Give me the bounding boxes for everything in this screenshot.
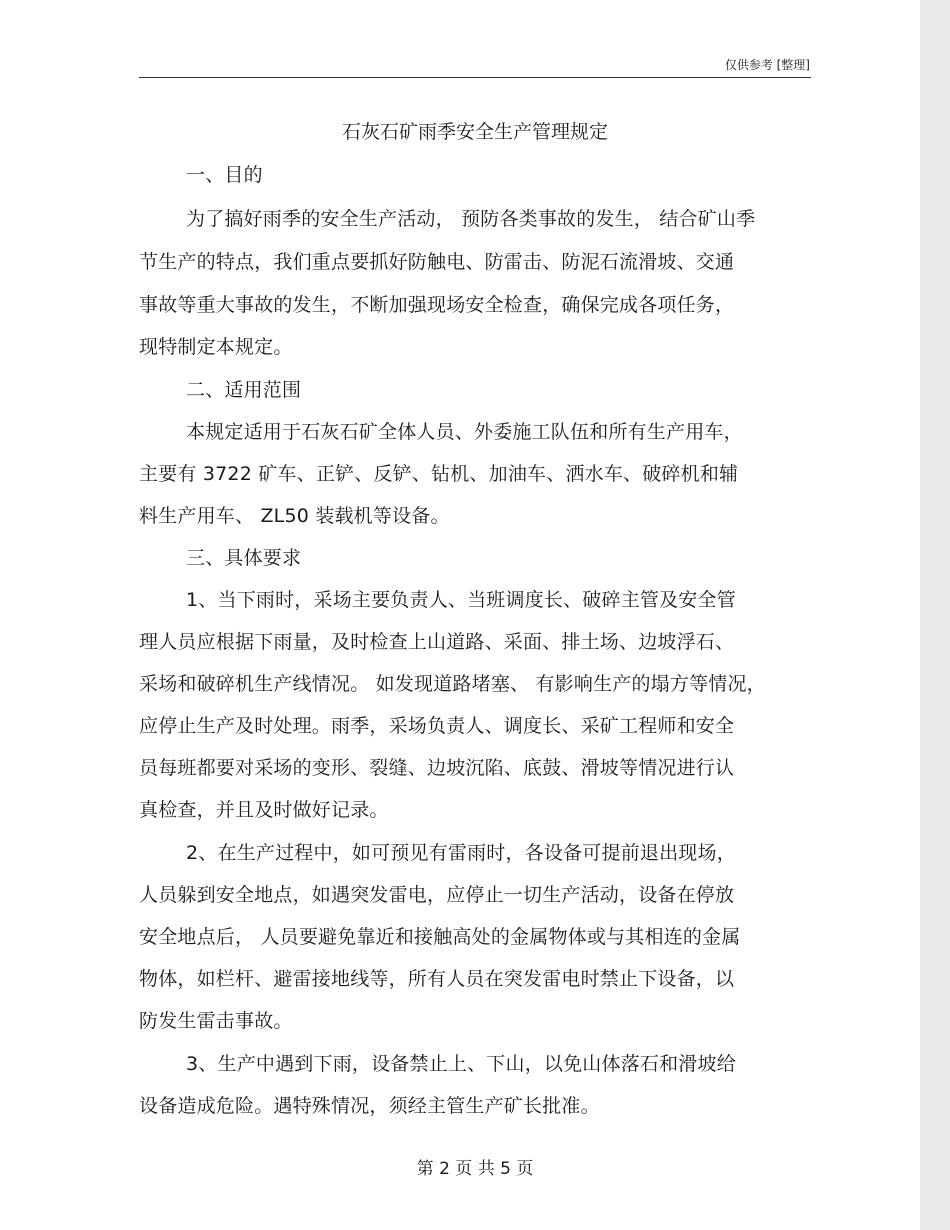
paragraph-line: 现特制定本规定。 bbox=[139, 336, 293, 358]
paragraph-line: 料生产用车、 ZL50 装载机等设备。 bbox=[139, 505, 450, 527]
paragraph-line: 真检查，并且及时做好记录。 bbox=[139, 799, 389, 821]
paragraph-line: 为了搞好雨季的安全生产活动， 预防各类事故的发生， 结合矿山季 bbox=[186, 208, 756, 230]
paragraph-line: 应停止生产及时处理。雨季，采场负责人、调度长、采矿工程师和安全 bbox=[139, 715, 735, 737]
paragraph-line: 1、当下雨时，采场主要负责人、当班调度长、破碎主管及安全管 bbox=[186, 589, 736, 611]
section-heading-purpose: 一、目的 bbox=[186, 164, 263, 186]
paragraph-line: 节生产的特点，我们重点要抓好防触电、防雷击、防泥石流滑坡、交通 bbox=[139, 251, 735, 273]
paragraph-line: 事故等重大事故的发生，不断加强现场安全检查，确保完成各项任务， bbox=[139, 294, 735, 316]
document-title: 石灰石矿雨季安全生产管理规定 bbox=[341, 121, 608, 143]
paragraph-line: 设备造成危险。遇特殊情况，须经主管生产矿长批准。 bbox=[139, 1095, 600, 1117]
paragraph-line: 安全地点后， 人员要避免靠近和接触高处的金属物体或与其相连的金属 bbox=[139, 926, 741, 948]
paragraph-line: 员每班都要对采场的变形、裂缝、边坡沉陷、底鼓、滑坡等情况进行认 bbox=[139, 757, 735, 779]
paragraph-line: 防发生雷击事故。 bbox=[139, 1010, 293, 1032]
paragraph-line: 主要有 3722 矿车、正铲、反铲、钻机、加油车、洒水车、破碎机和辅 bbox=[139, 463, 739, 485]
page-number: 第 2 页 共 5 页 bbox=[416, 1159, 534, 1179]
paragraph-line: 本规定适用于石灰石矿全体人员、外委施工队伍和所有生产用车， bbox=[186, 421, 743, 443]
paragraph-line: 3、生产中遇到下雨，设备禁止上、下山，以免山体落石和滑坡给 bbox=[186, 1053, 736, 1075]
section-heading-scope: 二、适用范围 bbox=[186, 379, 302, 401]
section-heading-requirements: 三、具体要求 bbox=[186, 547, 302, 569]
paragraph-line: 2、在生产过程中，如可预见有雷雨时，各设备可提前退出现场， bbox=[186, 842, 736, 864]
header-rule bbox=[139, 77, 811, 78]
header-note: 仅供参考 [整理] bbox=[724, 58, 810, 72]
paragraph-line: 采场和破碎机生产线情况。 如发现道路堵塞、 有影响生产的塌方等情况， bbox=[139, 673, 766, 695]
paragraph-line: 人员躲到安全地点，如遇突发雷电，应停止一切生产活动，设备在停放 bbox=[139, 884, 735, 906]
paragraph-line: 物体，如栏杆、避雷接地线等，所有人员在突发雷电时禁止下设备，以 bbox=[139, 968, 735, 990]
paragraph-line: 理人员应根据下雨量，及时检查上山道路、采面、排土场、边坡浮石、 bbox=[139, 631, 735, 653]
